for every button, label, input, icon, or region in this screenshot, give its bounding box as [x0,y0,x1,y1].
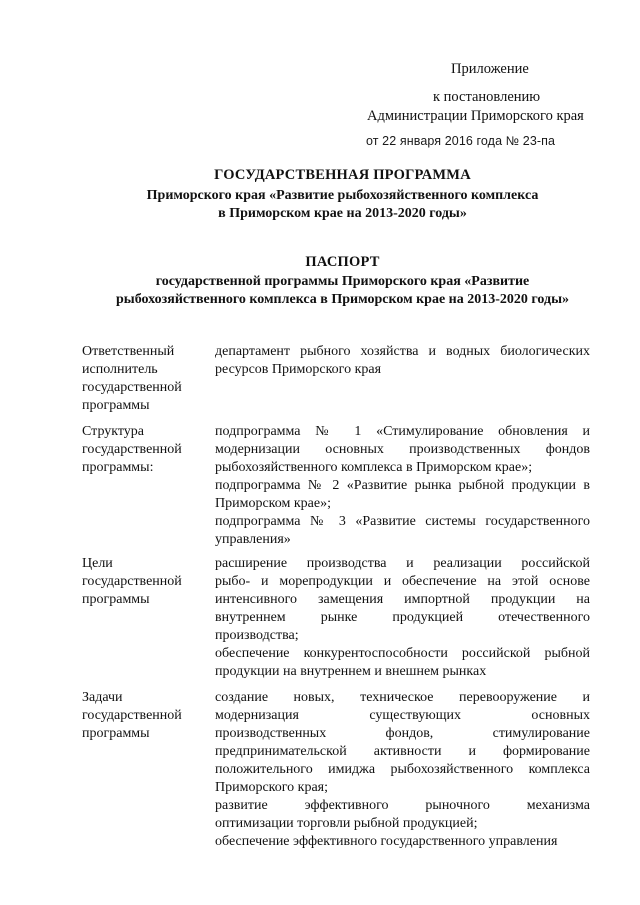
appendix-date-number: от 22 января 2016 года № 23-па [366,134,556,148]
row-value-line: рыбо- и морепродукции и обеспечение на этой основе [215,574,590,589]
row-value-line: подпрограмма № 2 «Развитие рынка рыбной продукции в [215,478,590,493]
row-value-line: Приморского края; [215,780,329,795]
row-value-line: подпрограмма № 3 «Развитие системы государственного [215,514,590,529]
row-label-line: государственной [82,380,182,395]
row-value-line: предпринимательской активности и формирование [215,744,590,759]
row-value-line: ресурсов Приморского края [215,362,382,377]
row-value-line: расширение производства и реализации российской [215,556,590,571]
passport-subtitle-line1: государственной программы Приморского края «Развитие [155,274,530,289]
row-value-line: производственных фондов, стимулирование [215,726,590,741]
row-label-line: программы: [82,460,154,475]
row-label-line: государственной [82,708,182,723]
row-value-line: интенсивного замещения импортной продукции на [215,592,590,607]
row-label-line: исполнитель [82,362,158,377]
row-label-line: Задачи [82,690,123,705]
row-value [215,555,590,681]
row-value-line: модернизации основных производственных фондов [215,442,590,457]
row-value-line: рыбохозяйственного комплекса в Приморском крае»; [215,460,533,475]
passport-subtitle-line2: рыбохозяйственного комплекса в Приморском крае на 2013-2020 годы» [115,292,570,307]
row-label [82,689,202,743]
row-value-line: оптимизации торговли рыбной продукцией; [215,816,478,831]
row-value-line: департамент рыбного хозяйства и водных биологических [215,344,590,359]
row-value-line: развитие эффективного рыночного механизма [215,798,590,813]
row-label-line: Цели [82,556,113,571]
row-label [82,343,202,415]
row-value [215,689,590,851]
appendix-to-resolution: к постановлению [433,89,541,105]
row-label-line: Структура [82,424,145,439]
row-value-line: производства; [215,628,299,643]
row-value-line: внутреннем рынке продукцией отечественного [215,610,590,625]
row-label [82,423,202,477]
row-label-line: государственной [82,574,182,589]
row-label-line: государственной [82,442,182,457]
row-label-line: программы [82,726,150,741]
row-value [215,343,590,379]
program-subtitle-line2: в Приморском крае на 2013-2020 годы» [218,206,467,221]
row-value-line: подпрограмма № 1 «Стимулирование обновления и [215,424,590,439]
row-label-line: Ответственный [82,344,175,359]
row-value-line: обеспечение эффективного государственного управления [215,834,558,849]
row-label-line: программы [82,398,150,413]
row-value-line: положительного имиджа рыбохозяйственного комплекса [215,762,590,777]
appendix-title: Приложение [451,61,529,77]
row-value-line: Приморском крае»; [215,496,331,511]
row-value-line: создание новых, техническое перевооружение и [215,690,590,705]
appendix-administration: Администрации Приморского края [367,108,584,124]
program-subtitle-line1: Приморского края «Развитие рыбохозяйственного комплекса [146,188,539,203]
row-value [215,423,590,549]
row-value-line: модернизация существующих основных [215,708,590,723]
row-value-line: продукции на внутреннем и внешнем рынках [215,664,487,679]
row-value-line: управления» [215,532,291,547]
row-value-line: обеспечение конкурентоспособности российской рыбной [215,646,590,661]
program-title: ГОСУДАРСТВЕННАЯ ПРОГРАММА [214,167,471,183]
row-label [82,555,202,609]
row-label-line: программы [82,592,150,607]
passport-title: ПАСПОРТ [305,254,380,270]
